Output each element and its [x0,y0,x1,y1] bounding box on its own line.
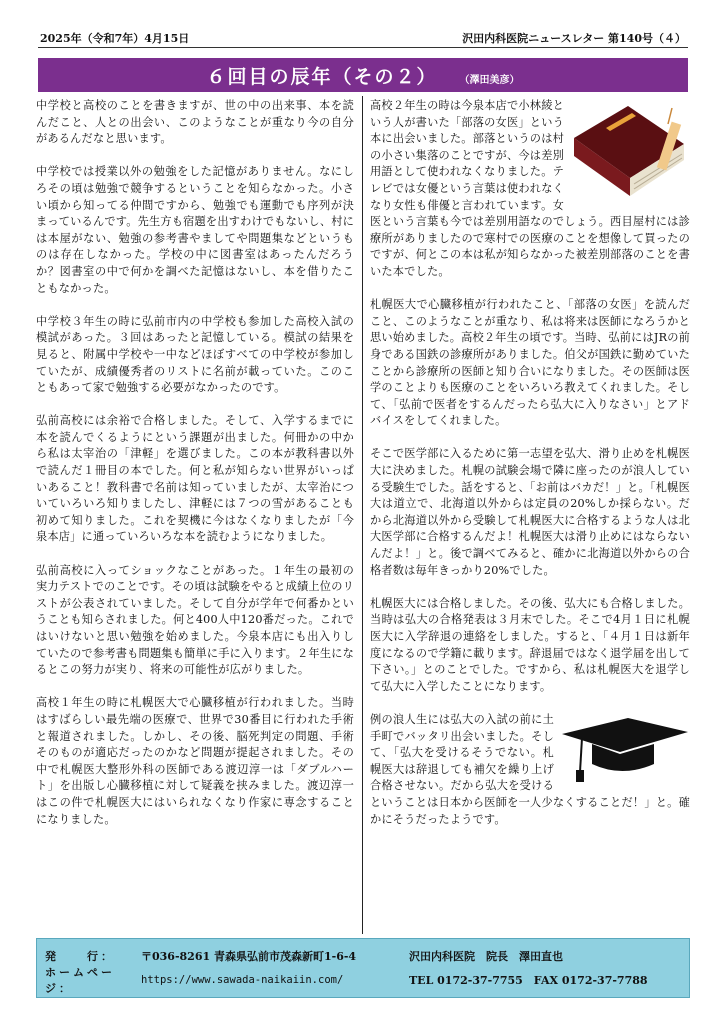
paragraph: そこで医学部に入るために第一志望を弘大、滑り止めを札幌医大に決めました。札幌の試験会場で隣に座ったのが浪人している受験生でした。話をすると、「お前はバカだ！」と。「札幌医大は道立で、北海道以外からは定員の20%しか採らない。だから北海道以外から受験して札幌医大に合格するような人は北大医学部に合格するんだよ！札幌医大は滑り止めにはならないんだよ！」と。後で調べてみると、確かに北海道以外からの合格者数は毎年きっかり20%でした。 [370,447,690,577]
right-column [370,98,690,845]
book-icon [566,98,690,210]
paragraph: 弘前高校には余裕で合格しました。そして、入学するまでに本を読んでくるようにという課題が出ました。何冊かの中から私は太宰治の「津軽」を選びました。この本が教科書以外で読んだ１冊目の本でした。何と私が知らない世界がいっぱいあること！教科書で名前は知っていましたが、太宰治についていろいろ知りましたし、津軽には７つの雪があることも初めて知りました。これを契機に今はなくなりましたが「今泉本店」に通っていろいろな本を読むようになりました。 [36,414,354,544]
footer-label-homepage: ホームページ： [45,966,115,995]
paragraph: 高校１年生の時に札幌医大で心臓移植が行われました。当時はすばらしい最先端の医療で、世界で30番目に行われた手術と報道されました。しかし、その後、脳死判定の問題、手術そのものが適応だったのかなど問題が提起されました。その中で札幌医大整形外科の医師である渡辺淳一は「ダブルハート」を出版し心臓移植に対して疑義を挟みました。渡辺淳一はこの件で札幌医大にはいられなくなり作家に専念することになりました。 [36,696,354,826]
footer-row-contact [45,966,681,995]
paragraph: 高校２年生の時は今泉本店で小林綾という人が書いた「部落の女医」という本に出会いました。部落というのは村の小さい集落のことですが、今は差別用語として使われなくなりました。テレビでは女優という言葉は使われなくなり女性も俳優と言われています。女医という言葉も今では差別用語なのでしょう。西目屋村には診療所がありましたので寒村での医療のことを想像して買ったのですが、何とこの本は私が知らなかった被差別部落のことを書いた本でした。 [370,99,690,278]
paragraph: 例の浪人生には弘大の入試の前に土手町でバッタリ出会いました。そして、「弘大を受けるそうでない。札幌医大は辞退しても補欠を繰り上げ合格させない。だから弘大を受けるということは日本から医師を一人少なくすることだ！」と。確かにそうだったようです。 [370,712,690,826]
footer-phone-fax: TEL 0172-37-7755 FAX 0172-37-7788 [409,974,648,987]
paragraph: 中学校と高校のことを書きますが、世の中の出来事、本を読んだこと、人との出会い、このようなことが重なり今の自分があるんだなと思います。 [36,99,354,146]
paragraph: 札幌医大には合格しました。その後、弘大にも合格しました。当時は弘大の合格発表は３月末でした。そこで4月１日に札幌医大に入学辞退の連絡をしました。すると、「４月１日は新年度になるので学籍に載ります。辞退届ではなく退学届を出して下さい。」とのことでした。ですから、私は札幌医大を退学して弘大に入学したことになります。 [370,596,690,693]
newsletter-issue: 沢田内科医院ニュースレター 第140号（４） [462,32,686,45]
paragraph: 弘前高校に入ってショックなことがあった。１年生の最初の実力テストでのことです。その頃は試験をやると成績上位のリストが公表されていました。そして自分が学年で何番かということも知らされました。何と400人中120番だった。これではいけないと思い勉強を始めました。今泉本店にも出入りしていたので参考書も問題集も簡単に手に入ります。２年生になるとこの努力が実り、将来の可能性が広がりました。 [36,563,354,677]
graduation-cap-icon [558,714,690,784]
paragraph: 中学校３年生の時に弘前市内の中学校も参加した高校入試の模試があった。３回はあったと記憶している。模試の結果を見ると、附属中学校や一中などほぼすべての中学校が参加していたが、成績優秀者のリストに名前が載っていた。このこともあって家で勉強する必要がなかったのです。 [36,314,354,395]
newsletter-date: 2025年（令和7年）4月15日 [40,32,190,45]
article-title: ６回目の辰年（その２） [206,65,438,88]
article-banner [38,58,688,92]
footer-row-publisher [45,947,681,965]
left-column [36,98,354,845]
footer [36,938,690,998]
footer-url-link[interactable]: https://www.sawada-naikaiin.com/ [141,974,344,986]
paragraph: 中学校では授業以外の勉強をした記憶がありません。なにしろその頃は勉強で競争するということを知らなかった。小さい頃から知ってる仲間ですから、勉強でも運動でも序列が決まっているんです。先生方も宿題を出すわけでもないし、村には本屋がない、勉強の参考書やましてや問題集などというものは存在しなかった。学校の中に図書室はあったんだろうか？図書室の中で何かを調べた記憶はないし、本を借りたこともなかった。 [36,165,354,295]
footer-label-issuer: 発 行： [45,950,115,963]
paragraph: 札幌医大で心臓移植が行われたこと、「部落の女医」を読んだこと、このようなことが重なり、私は将来は医師になろうかと思い始めました。高校２年生の頃です。当時、弘前にはJRの前身である国鉄の診療所がありました。伯父が国鉄に勤めていたことから診療所の医師と知り合いになりました。その医師は医学のことよりも医療のことをいろいろ教えてくれました。そして、「弘前で医者をするんだったら弘大に入りなさい」とアドバイスをしてくれました。 [370,298,690,428]
article-author: （澤田美彦） [459,74,520,86]
header-rule [38,47,688,48]
footer-address: 〒036-8261 青森県弘前市茂森新町1-6-4 [141,950,357,963]
footer-clinic: 沢田内科医院 院長 澤田直也 [409,950,563,963]
column-divider [362,96,363,934]
